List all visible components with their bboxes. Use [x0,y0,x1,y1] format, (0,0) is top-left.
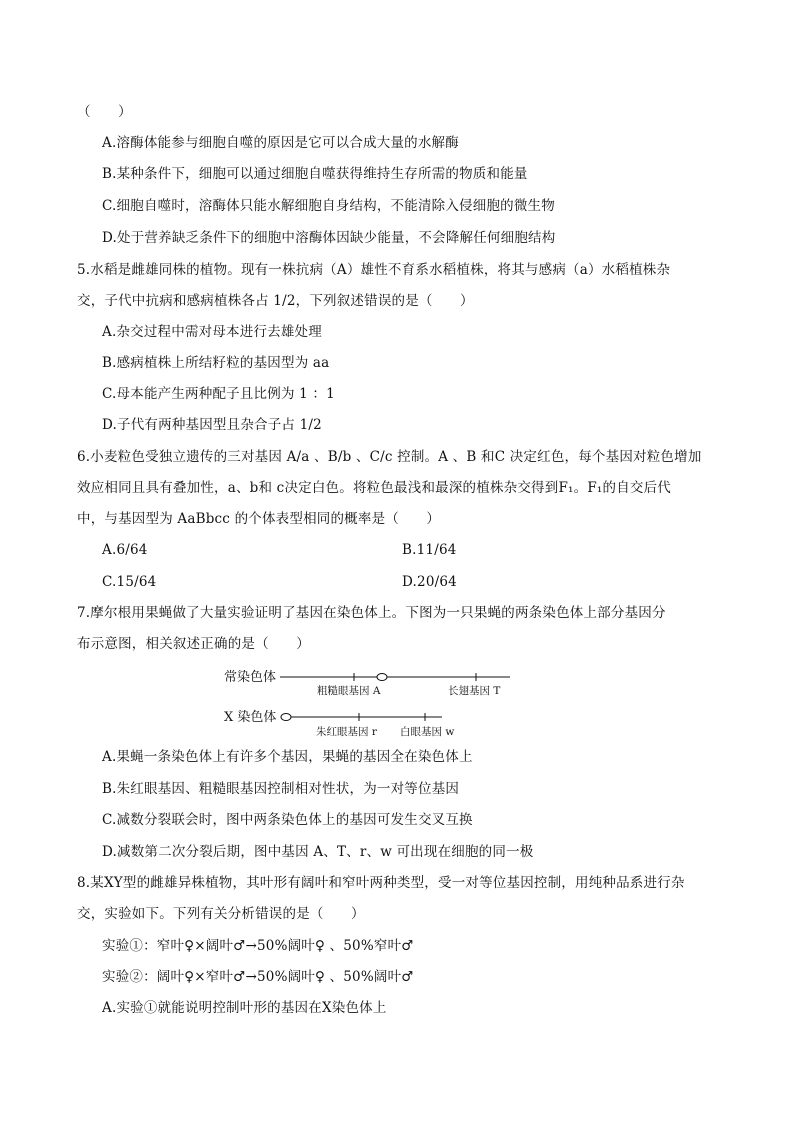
gene-long-wing-label: 长翅基因 T [448,685,501,697]
q5-option-c: C.母本能产生两种配子且比例为 1 ：1 [102,386,335,402]
q6-stem-line2: 效应相同且具有叠加性，a、b和 c决定白色。将粒色最浅和最深的植株杂交得到F₁。F₁的自交后代 [77,480,671,496]
gene-white-label: 白眼基因 w [400,726,455,738]
q7-option-d: D.减数第二次分裂后期，图中基因 A、T、r、w 可出现在细胞的同一极 [102,844,534,860]
q5-option-d: D.子代有两种基因型且杂合子占 1/2 [102,417,322,433]
gene-vermilion-label: 朱红眼基因 r [316,726,377,738]
x-centromere [281,714,291,721]
q4-option-c: C.细胞自噬时，溶酶体只能水解细胞自身结构，不能清除入侵细胞的微生物 [102,198,555,214]
q7-stem-line1: 7.摩尔根用果蝇做了大量实验证明了基因在染色体上。下图为一只果蝇的两条染色体上部分基因分 [77,605,666,621]
q7-option-a: A.果蝇一条染色体上有许多个基因，果蝇的基因全在染色体上 [102,749,473,765]
q4-option-b: B.某种条件下，细胞可以通过细胞自噬获得维持生存所需的物质和能量 [102,166,528,182]
q8-experiment-2: 实验②：阔叶♀×窄叶♂→50%阔叶♀ 、50%阔叶♂ [102,969,414,985]
q4-option-a: A.溶酶体能参与细胞自噬的原因是它可以合成大量的水解酶 [102,135,459,151]
autosome-centromere [377,674,387,681]
q7-option-c: C.减数分裂联会时，图中两条染色体上的基因可发生交叉互换 [102,812,473,828]
gene-rough-eye-label: 粗糙眼基因 A [317,685,381,697]
q8-option-a: A.实验①就能说明控制叶形的基因在X染色体上 [102,1000,387,1016]
q6-option-b: B.11/64 [402,542,457,558]
q7-stem-line2: 布示意图，相关叙述正确的是（ ） [77,636,310,652]
q5-option-a: A.杂交过程中需对母本进行去雄处理 [102,324,322,340]
q6-option-c: C.15/64 [102,574,157,590]
q5-stem-line2: 交，子代中抗病和感病植株各占 1/2，下列叙述错误的是（ ） [77,293,474,309]
q4-option-d: D.处于营养缺乏条件下的细胞中溶酶体因缺少能量，不会降解任何细胞结构 [102,230,556,246]
chromosome-diagram [220,664,520,744]
q6-option-d: D.20/64 [402,574,457,590]
q6-stem-line1: 6.小麦粒色受独立遗传的三对基因 A/a 、B/b 、C/c 控制。A 、B 和C 决定红色，每个基因对粒色增加 [77,449,702,465]
q7-option-b: B.朱红眼基因、粗糙眼基因控制相对性状，为一对等位基因 [102,781,460,797]
q6-stem-line3: 中，与基因型为 AaBbcc 的个体表型相同的概率是（ ） [77,511,441,527]
q5-option-b: B.感病植株上所结籽粒的基因型为 aa [102,355,330,371]
x-chromosome-label: X 染色体 [224,710,277,725]
q4-paren: （ ） [77,104,132,120]
q8-stem-line1: 8.某XY型的雌雄异株植物，其叶形有阔叶和窄叶两种类型，受一对等位基因控制，用纯种品系进行杂 [77,875,685,891]
q5-stem-line1: 5.水稻是雌雄同株的植物。现有一株抗病（A）雄性不育系水稻植株，将其与感病（a）水稻植株杂 [77,262,671,278]
q8-stem-line2: 交，实验如下。下列有关分析错误的是（ ） [77,906,365,922]
q6-option-a: A.6/64 [102,542,148,558]
q8-experiment-1: 实验①：窄叶♀×阔叶♂→50%阔叶♀ 、50%窄叶♂ [102,938,414,954]
autosome-label: 常染色体 [224,670,277,685]
